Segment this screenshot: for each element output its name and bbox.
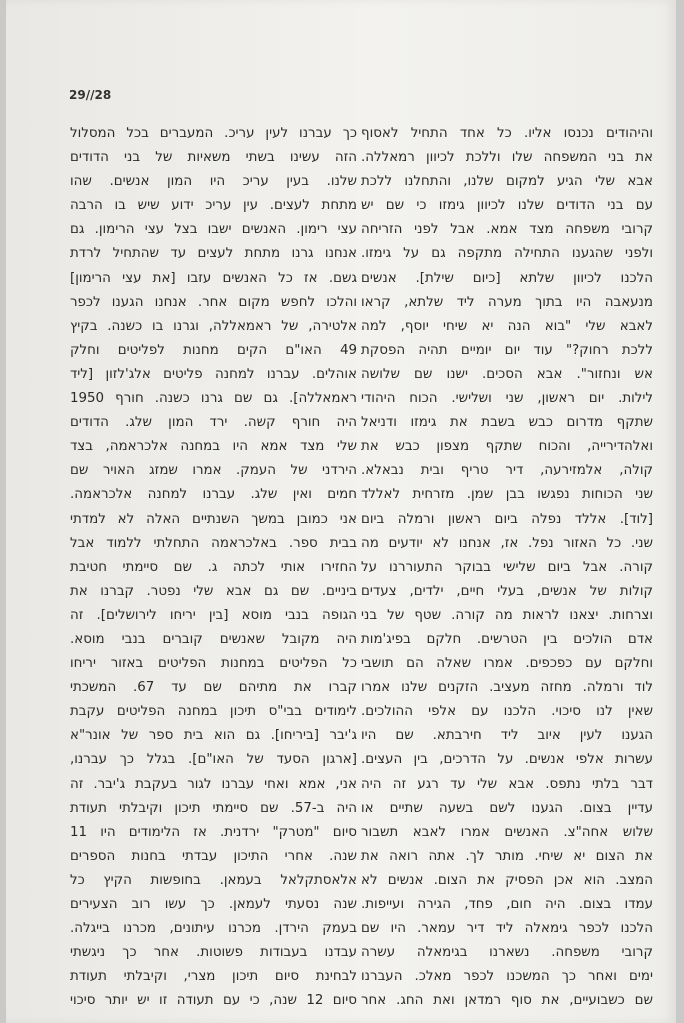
text-line: עשרות אלפי אנשים. על הדרכים, בין העצים. bbox=[361, 752, 653, 768]
text-line: הלכנו לכיוון שלתא [כיום שילת]. אנשים bbox=[361, 270, 653, 286]
text-line: קרובי משפחה מצד אמא. אבל לפני הזריחה bbox=[361, 222, 653, 238]
text-line: דבר בלתי נתפס. אבא שלי עד רגע זה היה bbox=[361, 776, 653, 792]
text-line: עצי רימון. האנשים ישבו בצל עצי הרימון. גם bbox=[70, 222, 357, 238]
text-line: והיהודים נכנסו אליו. כל אחד התחיל לאסוף bbox=[361, 126, 653, 141]
text-line: לילות. יום ראשון, שני ושלישי. הכוח היהודי bbox=[361, 391, 653, 407]
text-line: קורה. אבל ביום שלישי בבוקר התעוררנו על bbox=[361, 559, 653, 575]
text-line: 49 האו"ם הקים מחנות לפליטים וחלק bbox=[70, 342, 357, 358]
text-column-right bbox=[361, 122, 653, 1013]
text-line: גשם. אז כל האנשים עזבו [את עצי הרימון] bbox=[70, 270, 357, 286]
text-line: עמדו בצום. היה חום, פחד, הגירה ועייפות. bbox=[361, 897, 653, 912]
text-line: שאין לנו סיכוי. הלכנו עם אלפי ההולכים. bbox=[361, 704, 653, 720]
text-line: היה ב-57. שם סיימתי תיכון וקיבלתי תעודת bbox=[70, 800, 357, 816]
text-line: כל הפליטים במחנות הפליטים באזור יריחו bbox=[70, 656, 357, 672]
text-line: כך עברנו לעין עריכ. המעברים בכל המסלול bbox=[70, 126, 357, 141]
text-line: סיום 12 שנה, כי עם תעודה זו יש יותר סיכוי bbox=[70, 993, 357, 1009]
text-line: שני. כל האזור נפל. אז, אנחנו לא יודעים מה bbox=[361, 535, 653, 551]
text-line: המצב. הוא אכן הפסיק את הצום. אנשים לא bbox=[361, 872, 653, 888]
text-line: ללכת רחוק?" עוד יום יומיים תהיה הפסקת bbox=[361, 342, 653, 358]
text-line: ואלהדירייה, והכוח שתקף מצפון כבש את bbox=[361, 439, 653, 455]
text-line: עם בני הדודים שלנו לכיוון גימזו כי שם יש bbox=[361, 198, 653, 214]
text-line: שנה. אחרי התיכון עבדתי בחנות הספרים bbox=[70, 848, 357, 864]
text-line: [לוד]. אללד נפלה ביום ראשון ורמלה ביום bbox=[361, 511, 653, 527]
text-line: חמים ואין שלג. עברנו למחנה אלכראמה. bbox=[70, 487, 357, 503]
text-line: לימודים בבי"ס תיכון במחנה הפליטים עקבת bbox=[70, 704, 357, 720]
text-line: [ארגון הסעד של האו"ם]. בגלל כך עברנו, bbox=[70, 752, 357, 768]
text-line: את בני המשפחה שלו וללכת לכיוון רמאללה. bbox=[361, 150, 653, 166]
text-line: הגופה בנבי מוסא [בין יריחו לירושלים]. זה bbox=[70, 607, 357, 623]
text-line: שלי מצד אמא היו במחנה אלכראמה, בצד bbox=[70, 439, 357, 455]
text-line: אלאסתקלאל בעמאן. בחופשות הקיץ כל bbox=[70, 872, 357, 888]
text-line: לוד ורמלה. מחזה מעציב. הזקנים שלנו אמרו bbox=[361, 680, 653, 696]
book-page bbox=[6, 0, 676, 1023]
text-line: ולפני שהגענו התחילה מתקפה גם על גימזו. bbox=[361, 246, 653, 262]
text-line: קולות של אנשים, בעלי חיים, ילדים, צעדים bbox=[361, 583, 653, 599]
text-line: ימים ואחר כך המשכנו לכפר מאלכ. העברנו bbox=[361, 969, 653, 985]
text-line: ראמאללה]. גם שם גרנו כשנה. חורף 1950 bbox=[70, 391, 357, 407]
text-line: אנחנו גרנו מתחת לעצים עד שהתחיל לרדת bbox=[70, 246, 357, 262]
text-line: ביניים. שם גם אבא שלי נפטר. קברנו את bbox=[70, 583, 357, 599]
text-line: שלוש אחה"צ. האנשים אמרו לאבא תשבור bbox=[361, 824, 653, 840]
text-line: אלטירה, של ראמאללה, וגרנו בו כשנה. בקיץ bbox=[70, 318, 357, 334]
text-line: ג'יבר [ביריחו]. גם הוא בית ספר של אונר"א bbox=[70, 728, 357, 744]
text-line: וצרחות. יצאנו לראות מה קורה. שטף של בני bbox=[361, 607, 653, 623]
text-line: לאבא שלי "בוא הנה יא שיחי יוסף, למה bbox=[361, 318, 653, 334]
text-line: והלכו לחפש מקום אחר. אנחנו הגענו לכפר bbox=[70, 294, 357, 310]
text-line: הזה עשינו בשתי משאיות של בני הדודים bbox=[70, 150, 357, 166]
text-line: וחלקם עם כפכפים. אמרו שאלה הם תושבי bbox=[361, 656, 653, 672]
text-line: אבא שלי הגיע למקום שלנו, והתחלנו ללכת bbox=[361, 174, 653, 190]
text-line: לבחינת סיום תיכון מצרי, וקיבלתי תעודת bbox=[70, 969, 357, 985]
text-line: מנעאבה היו בתוך מערה ליד שלתא, קראו bbox=[361, 294, 653, 310]
text-line: את הצום יא שיחי. מותר לך. אתה רואה את bbox=[361, 848, 653, 864]
text-line: בעמק הירדן. מכרנו עיתונים, מכרנו בייגלה. bbox=[70, 921, 357, 937]
text-line: קברו את מתיהם שם עד 67. המשכתי bbox=[70, 680, 357, 696]
text-line: אני כמובן במשך השנתיים האלה לא למדתי bbox=[70, 511, 357, 527]
text-line: עבדנו בעבודות פשוטות. אחר כך ניגשתי bbox=[70, 945, 357, 961]
text-line: בבית ספר. באלכראמה התחלתי ללמוד אבל bbox=[70, 535, 357, 551]
text-line: היה מקובל שאנשים קוברים בנבי מוסא. bbox=[70, 631, 357, 647]
text-column-left bbox=[70, 122, 357, 1013]
text-line: שני הכוחות נפגשו בבן שמן. מזרחית לאללד bbox=[361, 487, 653, 503]
text-line: אני, אמא ואחי עברנו לגור בעקבת ג'יבר. זה bbox=[70, 776, 357, 792]
text-line: שתקף מדרום כבש בשבת את גימזו ודניאל bbox=[361, 415, 653, 431]
text-line: אש ונחזור". אבא הסכים. ישנו שם שלושה bbox=[361, 366, 653, 382]
text-line: החזירו אותי לכתה ג. שם סיימתי חטיבת bbox=[70, 559, 357, 575]
text-line: היה חורף קשה. ירד המון שלג. הדודים bbox=[70, 415, 357, 431]
page-number: 29//28 bbox=[69, 88, 112, 102]
text-line: אוהלים. עברנו למחנה פליטים אלג'לזון [ליד bbox=[70, 366, 357, 382]
text-line: עדיין בצום. הגענו לשם בשעה שתיים או bbox=[361, 800, 653, 816]
text-line: שנה נסעתי לעמאן. כך עשו רוב הצעירים bbox=[70, 897, 357, 912]
text-line: סיום "מטרק" ירדנית. אז הלימודים היו 11 bbox=[70, 824, 357, 840]
text-line: הגענו לעין איוב ליד חירבתא. שם היו bbox=[361, 728, 653, 744]
text-line: שלנו. בעין עריכ היו המון אנשים. שהו bbox=[70, 174, 357, 190]
text-line: הלכנו לכפר גימאלה ליד דיר עמאר. היו שם bbox=[361, 921, 653, 937]
text-line: הירדני של העמק. אמרו שמזג האויר שם bbox=[70, 463, 357, 479]
text-line: קולה, אלמזירעה, דיר טריף ובית נבאלא. bbox=[361, 463, 653, 479]
text-line: מתחת לעצים. עין עריכ ידוע שיש בו הרבה bbox=[70, 198, 357, 214]
text-line: אדם הולכים בין הטרשים. חלקם בפיג'מות bbox=[361, 631, 653, 647]
text-line: קרובי משפחה. נשארנו בגימאלה עשרה bbox=[361, 945, 653, 961]
text-line: שם כשבועיים, את סוף רמדאן ואת החג. אחר bbox=[361, 993, 653, 1009]
